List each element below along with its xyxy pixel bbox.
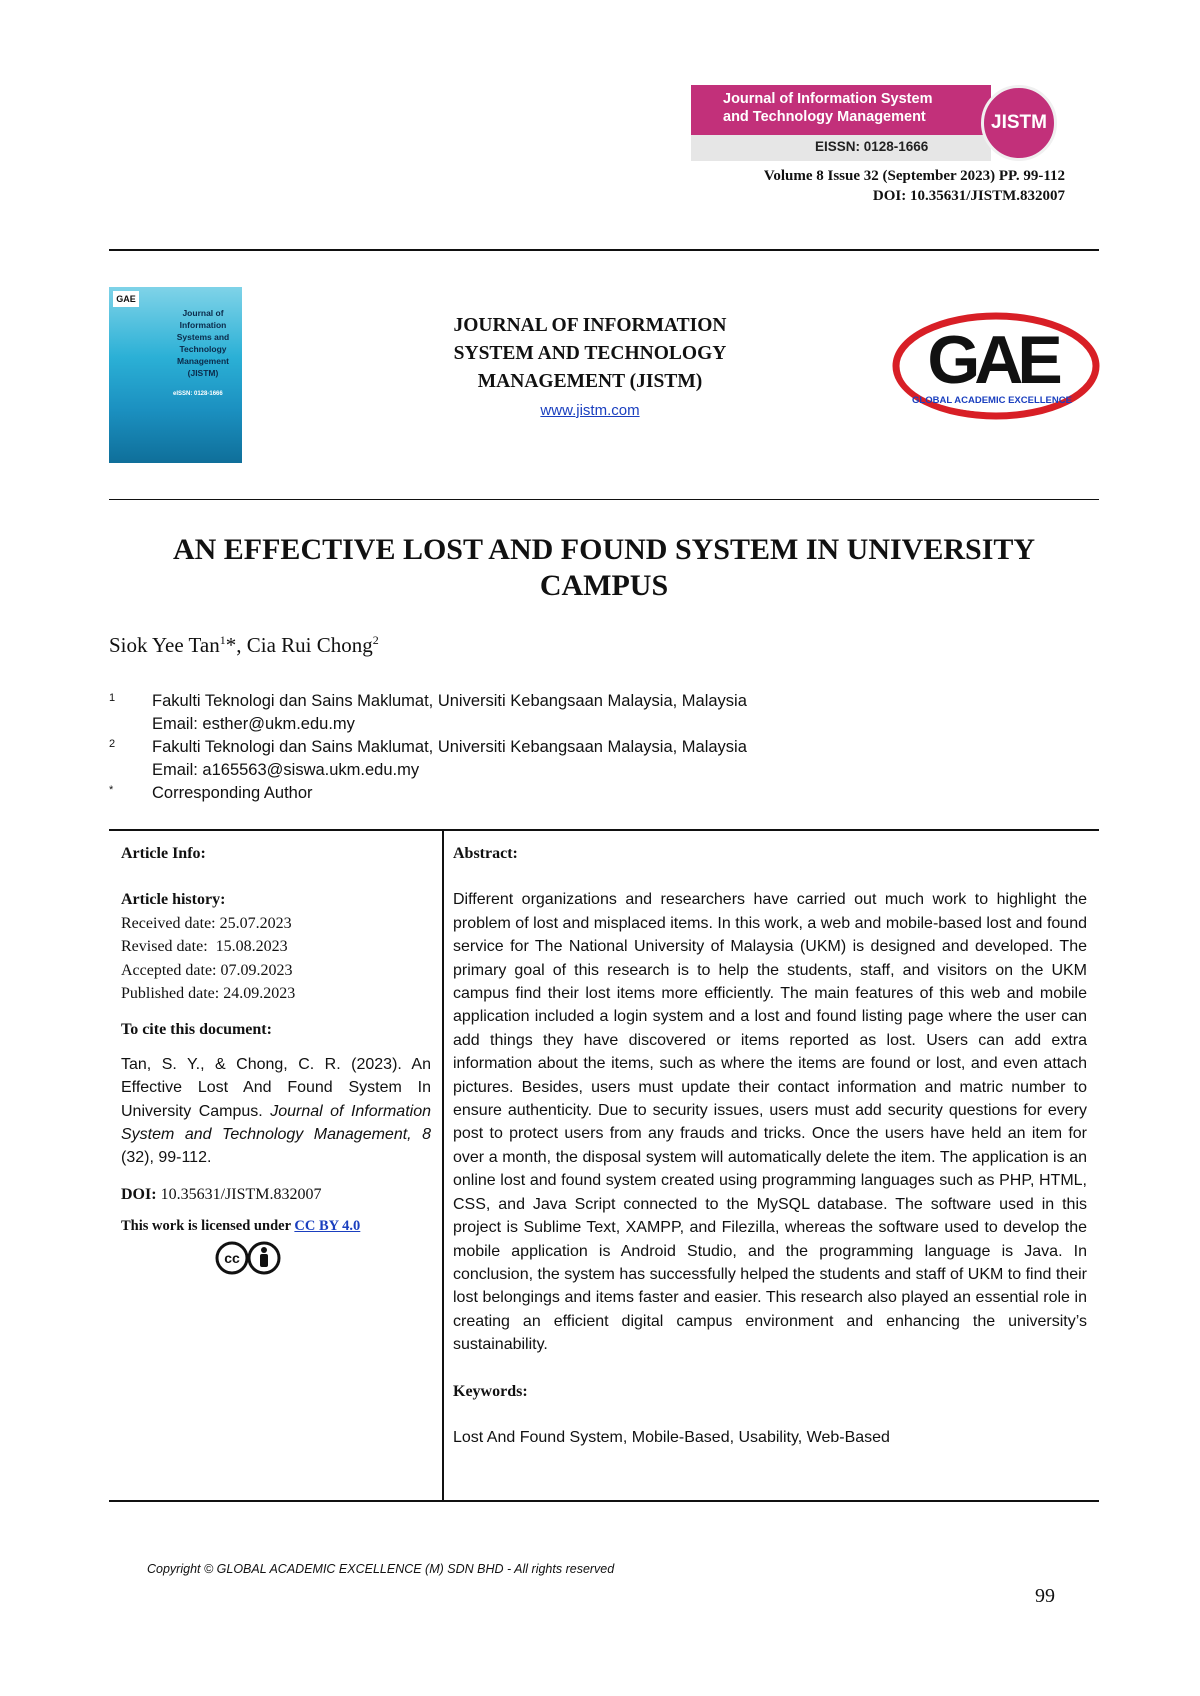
citation-journal: Journal of Information System and Technology Management, 8 xyxy=(121,1102,431,1144)
author-affil-mark: 1 xyxy=(219,633,226,647)
author-name: Cia Rui Chong xyxy=(246,633,373,657)
received-date: Received date: 25.07.2023 xyxy=(121,914,292,932)
affiliation-mark: * xyxy=(109,784,114,796)
gae-logo-graphic xyxy=(892,310,1100,422)
volume-info xyxy=(764,166,1065,206)
affiliation-row xyxy=(109,713,747,736)
banner-title-line1: Journal of Information System xyxy=(723,91,933,107)
license-text: This work is licensed under xyxy=(121,1218,295,1235)
affiliation-text: Fakulti Teknologi dan Sains Maklumat, Universiti Kebangsaan Malaysia, Malaysia xyxy=(152,738,747,756)
affiliation-row xyxy=(109,736,747,759)
affiliation-row xyxy=(109,690,747,713)
affiliation-email: Email: a165563@siswa.ukm.edu.my xyxy=(152,761,420,779)
svg-text:cc: cc xyxy=(224,1249,240,1266)
article-info-column xyxy=(121,842,431,1282)
abstract-column xyxy=(453,842,1087,1449)
banner-issn-block xyxy=(691,135,991,161)
cover-title: Journal of Information Systems and Technology Management (JISTM) xyxy=(176,308,230,378)
keywords-heading: Keywords: xyxy=(453,1382,528,1400)
banner-title-block xyxy=(691,85,991,135)
divider-box-bottom xyxy=(109,1500,1099,1502)
author-list xyxy=(109,633,379,658)
divider-top xyxy=(109,249,1099,251)
affiliation-mark: 1 xyxy=(109,692,116,704)
cover-logo: GAE xyxy=(113,291,139,307)
paper-title xyxy=(109,532,1099,604)
journal-header xyxy=(390,312,790,425)
journal-banner xyxy=(691,85,1061,163)
published-date: Published date: 24.09.2023 xyxy=(121,985,296,1003)
page-number: 99 xyxy=(1035,1585,1055,1607)
article-info-heading: Article Info: xyxy=(121,845,206,862)
affiliation-mark: 2 xyxy=(109,738,116,750)
citation-text xyxy=(121,1053,431,1170)
corresponding-author-note: Corresponding Author xyxy=(152,784,313,802)
cite-heading: To cite this document: xyxy=(121,1021,272,1039)
affiliation-text: Fakulti Teknologi dan Sains Maklumat, Universiti Kebangsaan Malaysia, Malaysia xyxy=(152,692,747,710)
gae-logo xyxy=(892,310,1100,422)
journal-cover-image xyxy=(109,287,242,463)
doi-row xyxy=(121,1183,431,1206)
affiliation-row xyxy=(109,782,747,805)
accepted-date: Accepted date: 07.09.2023 xyxy=(121,961,293,979)
affiliation-row xyxy=(109,759,747,782)
abstract-heading: Abstract: xyxy=(453,845,518,862)
doi-value: 10.35631/JISTM.832007 xyxy=(156,1185,322,1203)
paper-title-line1: AN EFFECTIVE LOST AND FOUND SYSTEM IN UNIVERSITY xyxy=(172,533,1036,566)
jistm-badge-text: JISTM xyxy=(991,112,1047,133)
license-link[interactable]: CC BY 4.0 xyxy=(294,1218,361,1235)
affiliations xyxy=(109,690,747,805)
citation-end: (32), 99-112. xyxy=(121,1149,212,1167)
license-line xyxy=(121,1215,431,1238)
gae-logo-tagline: GLOBAL ACADEMIC EXCELLENCE xyxy=(912,395,1072,406)
affiliation-email: Email: esther@ukm.edu.my xyxy=(152,715,355,733)
affiliation-mark xyxy=(109,756,152,779)
doi-line: DOI: 10.35631/JISTM.832007 xyxy=(872,188,1065,204)
abstract-body: Different organizations and researchers have carried out much work to highlight the problem of lost and misplaced items. In this work, a web and mobile-based lost and found service for The National University of Malaysia (UKM) is designed and developed. The primary goal of this research is to help the students, staff, and visitors on the UKM campus find their lost items more efficiently. The main features of this web and mobile application included a login system and a lost and found listing page where the user can add things they have discovered or items reported as lost. Users can add extra information about the items, such as where the items are found or lost, and even attach pictures. Besides, users must update their contact information and matric number to ensure authenticity. Due to security issues, users must add security questions for every post to protect users from any frauds and tricks. Once the users have held an item for over a month, the disposal system will automatically delete the item. The application is an online lost and found system created using programming languages such as PHP, HTML, CSS, and Java Script connected to the MySQL database. The software used in this project is Sublime Text, XAMPP, and Filezilla, whereas the software used to develop the mobile application is Android Studio, and the programming language is Java. In conclusion, the system has successfully helped the students and staff of UKM to find their lost belongings and items faster and easier. This research also played an essential role in creating an efficient digital campus environment and enhancing the university’s sustainability. xyxy=(453,891,1087,1354)
volume-line: Volume 8 Issue 32 (September 2023) PP. 99-112 xyxy=(763,168,1065,184)
journal-header-line1: JOURNAL OF INFORMATION xyxy=(453,315,727,336)
author-name: Siok Yee Tan xyxy=(109,633,220,657)
divider-header xyxy=(109,499,1099,500)
journal-header-line3: MANAGEMENT (JISTM) xyxy=(477,371,703,392)
cc-by-icon xyxy=(215,1241,431,1282)
banner-eissn: EISSN: 0128-1666 xyxy=(815,139,929,154)
author-separator: *, xyxy=(225,633,247,657)
keywords-list: Lost And Found System, Mobile-Based, Usability, Web-Based xyxy=(453,1428,890,1446)
author-affil-mark: 2 xyxy=(372,633,379,647)
divider-box-top xyxy=(109,829,1099,831)
jistm-badge xyxy=(981,85,1057,161)
paper-title-line2: CAMPUS xyxy=(539,569,669,602)
copyright-notice: Copyright © GLOBAL ACADEMIC EXCELLENCE (M) SDN BHD - All rights reserved xyxy=(147,1562,615,1576)
revised-date: Revised date: 15.08.2023 xyxy=(121,938,288,956)
journal-url-link[interactable]: www.jistm.com xyxy=(540,402,640,419)
citation-plain: Tan, S. Y., & Chong, C. R. (2023). An Effective Lost And Found System In University Campus. xyxy=(121,1055,431,1120)
gae-logo-mark: GAE xyxy=(927,322,1057,398)
banner-title-line2: and Technology Management xyxy=(723,109,926,125)
cover-issn: eISSN: 0128-1666 xyxy=(173,391,223,397)
journal-header-line2: SYSTEM AND TECHNOLOGY xyxy=(453,343,727,364)
affiliation-mark xyxy=(109,710,152,733)
doi-label: DOI: xyxy=(121,1185,157,1203)
column-divider xyxy=(442,831,444,1500)
article-history-heading: Article history: xyxy=(121,891,226,909)
